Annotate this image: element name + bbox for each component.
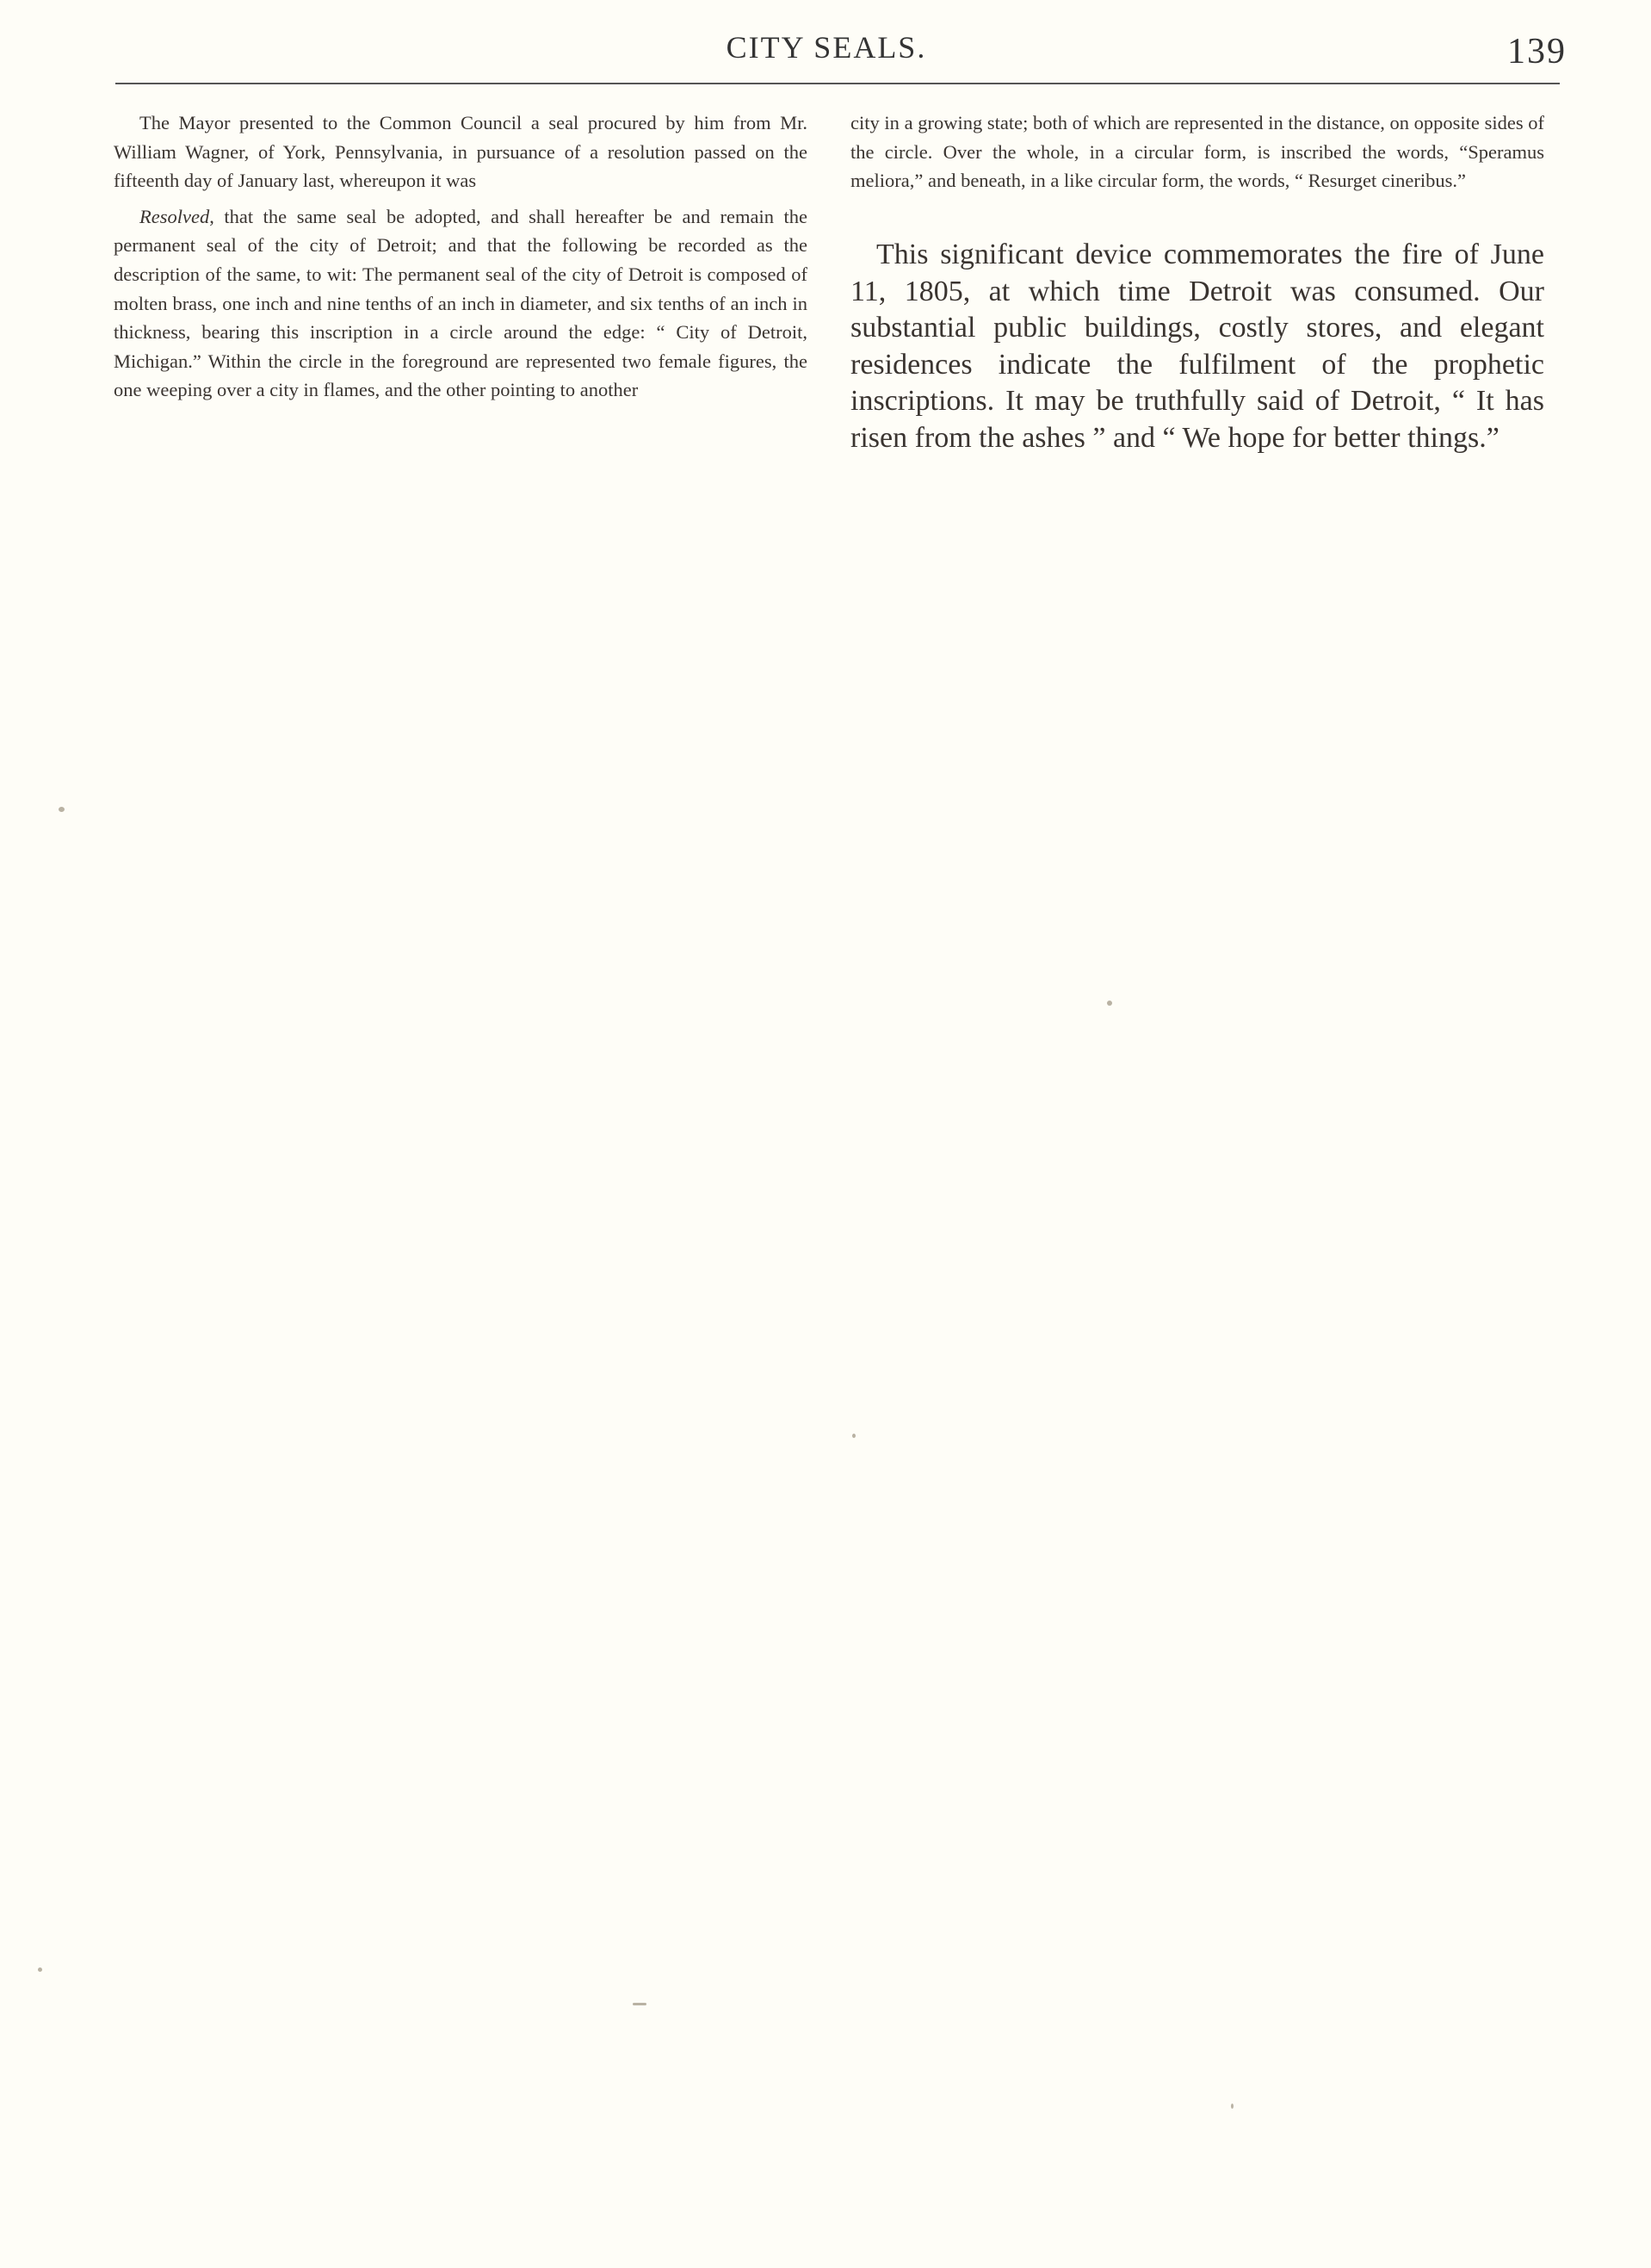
right-column-continuation: [850, 108, 1544, 195]
paper-speck: [59, 807, 65, 812]
right-column-commentary: [850, 237, 1544, 456]
running-head: [0, 29, 1651, 81]
paper-speck: [1107, 1001, 1112, 1006]
paper-speck: [852, 1434, 856, 1438]
resolved-word: Resolved: [139, 205, 210, 227]
header-rule: [115, 83, 1560, 84]
page-number: 139: [1507, 32, 1567, 71]
commentary-paragraph: This significant device commemorates the fire of June 11, 1805, at which time Detroit was consumed. Our substantial public buildings, costly stores, and elegant residences indicate the fulfilment of the prophetic inscriptions. It may be truthfully said of Detroit, “ It has risen from the ashes ” and “ We hope for better things.”: [850, 239, 1544, 454]
resolution-paragraph: [114, 202, 807, 405]
resolution-text: , that the same seal be adopted, and shall hereafter be and remain the permanent seal of the city of Detroit; and that the following be recorded as the description of the same, to wit: The permanent seal of the city of Detroit is composed of molten brass, one inch and nine tenths of an inch in diameter, and six tenths of an inch in thickness, bearing this inscription in a circle around the edge: “ City of Detroit, Michigan.” Within the circle in the foreground are represented two female figures, the one weeping over a city in flames, and the other pointing to another: [114, 205, 807, 401]
council-minutes-paragraph: The Mayor presented to the Common Council a seal procured by him from Mr. William Wagner, of York, Pennsylvania, in pursuance of a resolution passed on the fifteenth day of January last, whereupon it was: [114, 112, 807, 192]
paper-speck: [633, 2003, 646, 2005]
left-column: [114, 108, 807, 405]
running-title: CITY SEALS.: [726, 30, 927, 65]
paper-speck: [38, 1967, 42, 1972]
seal-description-continuation: city in a growing state; both of which are represented in the distance, on opposite sides of the circle. Over the whole, in a circular form, is inscribed the words, “Speramus meliora,” and beneath, in a like circular form, the words, “ Resurget cineribus.”: [850, 112, 1544, 192]
paper-speck: [1231, 2104, 1234, 2109]
